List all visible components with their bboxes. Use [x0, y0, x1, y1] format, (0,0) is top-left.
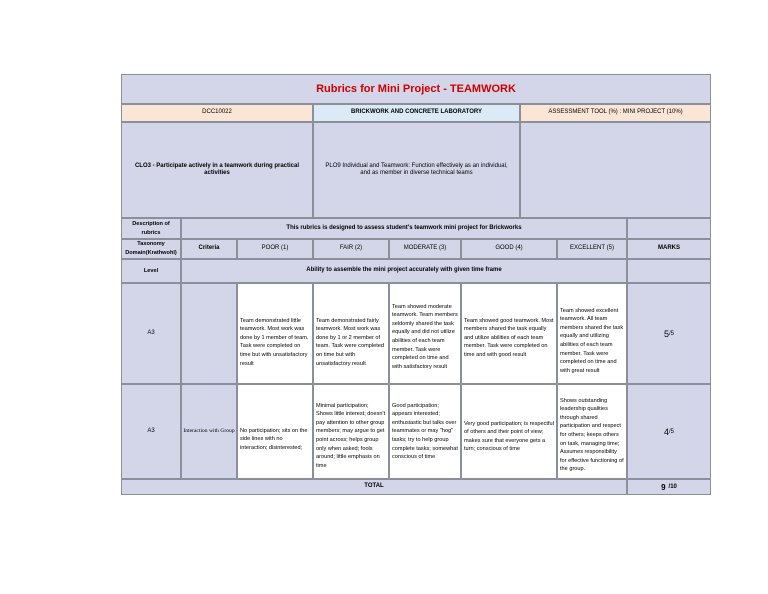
row1-domain: A3 — [147, 329, 155, 336]
row2-poor-cell — [237, 384, 313, 479]
total-out-of: /10 — [668, 484, 677, 490]
row2-mark: 4 — [663, 426, 669, 437]
plo-cell — [313, 122, 520, 218]
row1-excellent: Team showed excellent teamwork. All team members shared the task equally and utilizing abilities of each team member. Task were completed on time and with great result — [560, 307, 624, 374]
row2-good: Very good participation; is respectful of others and their point of view; makes sure that everyone gets a turn; conscious of time — [464, 420, 554, 453]
row1-out-of: /5 — [669, 330, 675, 337]
poor-header — [237, 239, 313, 259]
description-label-cell — [121, 218, 181, 239]
row2-excellent: Shows outstanding leadership qualities through shared participation and respect for others; keeps others on task, managing time; Assumes responsibility for effective functioning of the group. — [560, 397, 624, 473]
poor-header-label: POOR (1) — [261, 245, 289, 252]
row2-moderate: Good participation; appears interested; enthusiastic but talks over teammates or may "hog" tasks; try to help group complete tasks; somewhat conscious of time — [392, 402, 458, 461]
lab-name: BRICKWORK AND CONCRETE LABORATORY — [351, 109, 482, 116]
row2-domain-cell — [121, 384, 181, 479]
fair-header-label: FAIR (2) — [339, 245, 363, 252]
row1-criteria-cell — [181, 283, 237, 384]
row2-fair: Minimal participation; Shows little interest; doesn't pay attention to other group members; may argue to get point across; helps group only when asked; fools around; little emphasis on time — [316, 402, 386, 469]
assessment-tool-cell — [520, 104, 711, 122]
total-mark: 9 — [661, 482, 666, 492]
good-header-label: GOOD (4) — [495, 245, 523, 252]
row2-poor: No participation; sits on the side lines with no interaction; disinterested; — [240, 427, 308, 451]
row1-poor-cell — [237, 283, 313, 384]
row1-good: Team showed good teamwork. Most members shared the task equally and utilize abilities of each team member. Task were completed on time and with good result — [464, 317, 554, 358]
row1-fair: Team demonstrated fairly teamwork. Most work was done by 1 or 2 member of team. Task were completed on time but with unsatisfactory result — [316, 317, 384, 367]
row1-moderate: Team showed moderate teamwork. Team members seldomly shared the task equally and did not utilize abilities of each team member. Task were completed on time and with satisfactory result — [392, 303, 458, 370]
title-banner — [121, 74, 711, 104]
moderate-header-label: MODERATE (3) — [403, 245, 447, 252]
level-text: Ability to assemble the mini project accurately with given time frame — [306, 267, 502, 274]
lab-name-cell — [313, 104, 520, 122]
row1-domain-cell — [121, 283, 181, 384]
good-header — [461, 239, 557, 259]
row1-mark: 5 — [663, 328, 669, 339]
outcomes-empty-cell — [520, 122, 711, 218]
excellent-header-label: EXCELLENT (5) — [570, 245, 614, 252]
total-mark-cell — [627, 479, 711, 495]
row2-domain: A3 — [147, 427, 155, 434]
clo-cell — [121, 122, 313, 218]
marks-header-label: MARKS — [658, 245, 680, 252]
total-label: TOTAL — [364, 483, 384, 490]
level-label: Level — [143, 267, 159, 274]
description-label: Description of rubrics — [132, 220, 170, 236]
row1-excellent-cell — [557, 283, 627, 384]
level-text-cell — [181, 259, 627, 283]
description-empty-cell — [627, 218, 711, 239]
row2-good-cell — [461, 384, 557, 479]
fair-header — [313, 239, 389, 259]
plo-text: PLO9 Individual and Teamwork: Function effectively as an individual, and as member in diverse technical teams — [325, 162, 508, 176]
row1-poor: Team demonstrated little teamwork. Most work was done by 1 member of team. Task were completed on time but with unsatisfactory result — [240, 317, 309, 367]
course-code: DCC10022 — [202, 109, 232, 116]
row1-good-cell — [461, 283, 557, 384]
total-label-cell — [121, 479, 627, 495]
row1-mark-cell — [627, 283, 711, 384]
criteria-header — [181, 239, 237, 259]
course-code-cell — [121, 104, 313, 122]
description-text-cell — [181, 218, 627, 239]
row2-criteria: Interaction with Group — [183, 428, 235, 435]
row2-excellent-cell — [557, 384, 627, 479]
row2-mark-cell — [627, 384, 711, 479]
marks-header — [627, 239, 711, 259]
row2-out-of: /5 — [669, 428, 675, 435]
moderate-header — [389, 239, 461, 259]
row1-moderate-cell — [389, 283, 461, 384]
assessment-tool: ASSESSMENT TOOL (%) : MINI PROJECT (10%) — [548, 109, 683, 116]
taxonomy-header-label: Taxonomy Domain(Krathwohl) — [125, 241, 177, 256]
description-text: This rubrics is designed to assess student's teamwork mini project for Brickworks — [286, 224, 522, 231]
taxonomy-header — [121, 239, 181, 259]
criteria-header-label: Criteria — [198, 245, 220, 252]
excellent-header — [557, 239, 627, 259]
page-title: Rubrics for Mini Project - TEAMWORK — [316, 83, 516, 95]
level-label-cell — [121, 259, 181, 283]
clo-text: CLO3 - Participate actively in a teamwork during practical activities — [134, 162, 300, 176]
row1-fair-cell — [313, 283, 389, 384]
row2-moderate-cell — [389, 384, 461, 479]
row2-fair-cell — [313, 384, 389, 479]
level-empty-cell — [627, 259, 711, 283]
row2-criteria-cell — [181, 384, 237, 479]
